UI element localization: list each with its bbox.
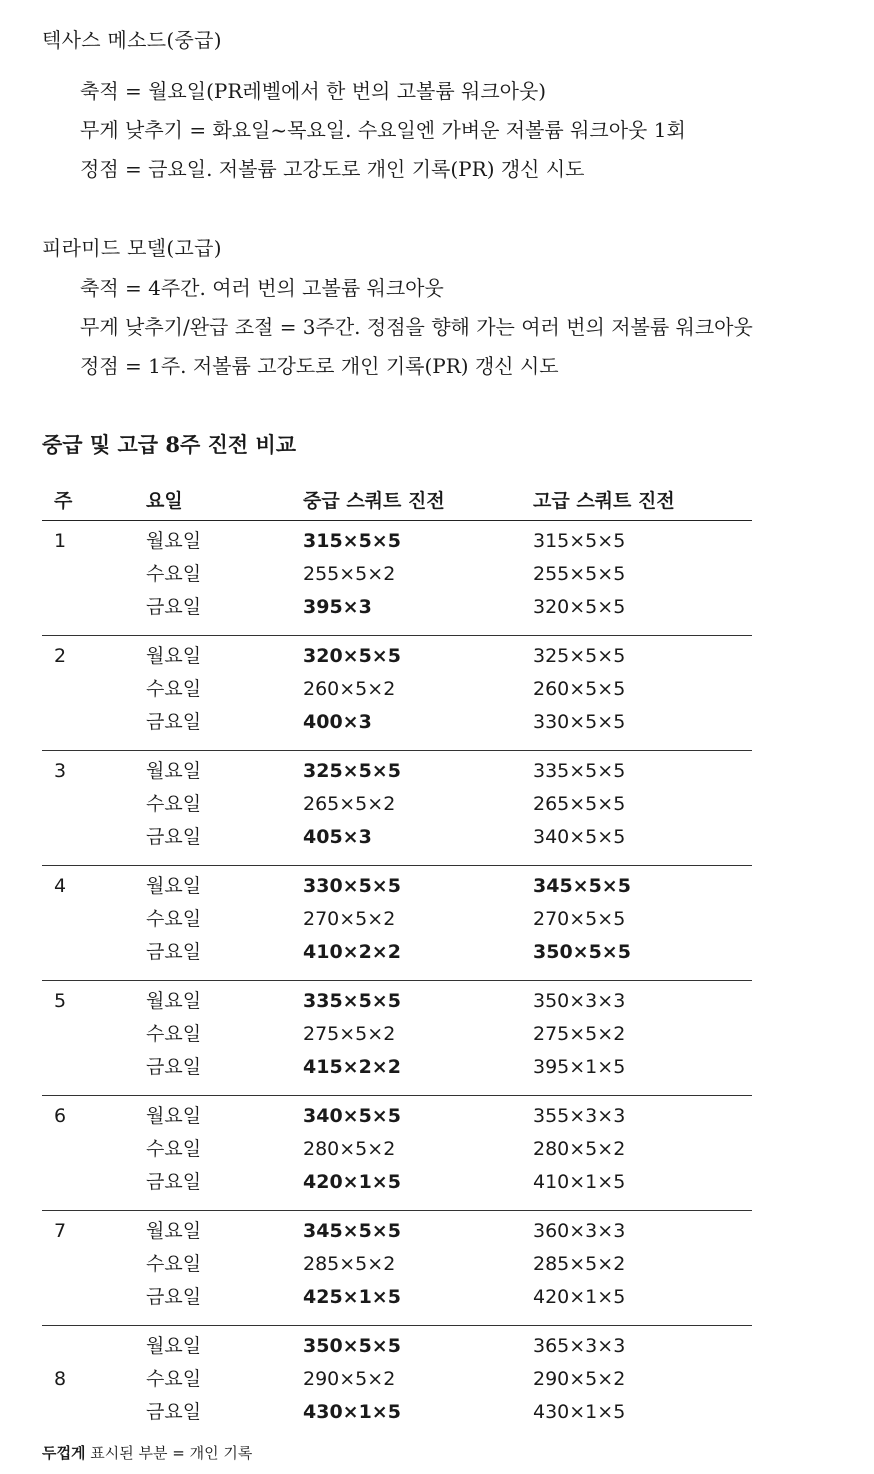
table-header bbox=[42, 484, 752, 521]
advanced-squat-cell: 285×5×2 bbox=[533, 1253, 626, 1275]
week-number: 5 bbox=[54, 990, 67, 1012]
advanced-squat-cell: 365×3×3 bbox=[533, 1335, 626, 1357]
intermediate-squat-cell: 340×5×5 bbox=[303, 1105, 401, 1127]
intermediate-squat-cell: 280×5×2 bbox=[303, 1138, 396, 1160]
advanced-squat-cell: 350×5×5 bbox=[533, 941, 631, 963]
table-title: 중급 및 고급 8주 진전 비교 bbox=[42, 432, 297, 457]
intermediate-squat-cell: 290×5×2 bbox=[303, 1368, 396, 1390]
day-cell: 금요일 bbox=[146, 941, 202, 963]
week-number: 1 bbox=[54, 530, 67, 552]
intermediate-squat-cell: 285×5×2 bbox=[303, 1253, 396, 1275]
advanced-squat-cell: 290×5×2 bbox=[533, 1368, 626, 1390]
intermediate-squat-cell: 430×1×5 bbox=[303, 1401, 401, 1423]
footnote-bold: 두껍게 bbox=[42, 1444, 86, 1462]
advanced-squat-cell: 420×1×5 bbox=[533, 1286, 626, 1308]
header-week: 주 bbox=[54, 490, 73, 512]
intermediate-squat-cell: 320×5×5 bbox=[303, 645, 401, 667]
advanced-squat-cell: 325×5×5 bbox=[533, 645, 626, 667]
day-cell: 금요일 bbox=[146, 826, 202, 848]
intermediate-squat-cell: 410×2×2 bbox=[303, 941, 401, 963]
footnote bbox=[42, 1442, 252, 1464]
intermediate-squat-cell: 350×5×5 bbox=[303, 1335, 401, 1357]
table-week-group bbox=[42, 980, 752, 1096]
intermediate-squat-cell: 335×5×5 bbox=[303, 990, 401, 1012]
table-week-group bbox=[42, 1325, 752, 1440]
advanced-squat-cell: 345×5×5 bbox=[533, 875, 631, 897]
day-cell: 월요일 bbox=[146, 990, 202, 1012]
table-week-group bbox=[42, 635, 752, 751]
table-week-group bbox=[42, 1095, 752, 1211]
intermediate-squat-cell: 255×5×2 bbox=[303, 563, 396, 585]
week-number: 7 bbox=[54, 1220, 67, 1242]
day-cell: 수요일 bbox=[146, 563, 202, 585]
texas-item-peak: 정점 = 금요일. 저볼륨 고강도로 개인 기록(PR) 갱신 시도 bbox=[80, 157, 585, 181]
advanced-squat-cell: 260×5×5 bbox=[533, 678, 626, 700]
pyramid-item-peak: 정점 = 1주. 저볼륨 고강도로 개인 기록(PR) 갱신 시도 bbox=[80, 354, 559, 378]
advanced-squat-cell: 410×1×5 bbox=[533, 1171, 626, 1193]
advanced-squat-cell: 275×5×2 bbox=[533, 1023, 626, 1045]
day-cell: 월요일 bbox=[146, 1220, 202, 1242]
advanced-squat-cell: 360×3×3 bbox=[533, 1220, 626, 1242]
intermediate-squat-cell: 260×5×2 bbox=[303, 678, 396, 700]
advanced-squat-cell: 335×5×5 bbox=[533, 760, 626, 782]
day-cell: 월요일 bbox=[146, 875, 202, 897]
day-cell: 월요일 bbox=[146, 1105, 202, 1127]
texas-item-taper: 무게 낮추기 = 화요일~목요일. 수요일엔 가벼운 저볼륨 워크아웃 1회 bbox=[80, 118, 686, 142]
header-day: 요일 bbox=[146, 490, 183, 512]
day-cell: 수요일 bbox=[146, 1138, 202, 1160]
advanced-squat-cell: 340×5×5 bbox=[533, 826, 626, 848]
intermediate-squat-cell: 275×5×2 bbox=[303, 1023, 396, 1045]
advanced-squat-cell: 330×5×5 bbox=[533, 711, 626, 733]
week-number: 6 bbox=[54, 1105, 67, 1127]
intermediate-squat-cell: 330×5×5 bbox=[303, 875, 401, 897]
table-week-group bbox=[42, 520, 752, 636]
pyramid-item-accumulation: 축적 = 4주간. 여러 번의 고볼륨 워크아웃 bbox=[80, 276, 444, 300]
intermediate-squat-cell: 420×1×5 bbox=[303, 1171, 401, 1193]
day-cell: 수요일 bbox=[146, 908, 202, 930]
advanced-squat-cell: 350×3×3 bbox=[533, 990, 626, 1012]
day-cell: 금요일 bbox=[146, 1171, 202, 1193]
intermediate-squat-cell: 315×5×5 bbox=[303, 530, 401, 552]
intermediate-squat-cell: 415×2×2 bbox=[303, 1056, 401, 1078]
intermediate-squat-cell: 325×5×5 bbox=[303, 760, 401, 782]
header-adv: 고급 스쿼트 진전 bbox=[533, 490, 675, 512]
day-cell: 수요일 bbox=[146, 793, 202, 815]
advanced-squat-cell: 430×1×5 bbox=[533, 1401, 626, 1423]
advanced-squat-cell: 265×5×5 bbox=[533, 793, 626, 815]
day-cell: 수요일 bbox=[146, 678, 202, 700]
texas-method-title: 텍사스 메소드(중급) bbox=[42, 28, 222, 52]
advanced-squat-cell: 280×5×2 bbox=[533, 1138, 626, 1160]
intermediate-squat-cell: 425×1×5 bbox=[303, 1286, 401, 1308]
week-number: 4 bbox=[54, 875, 67, 897]
advanced-squat-cell: 320×5×5 bbox=[533, 596, 626, 618]
table-week-group bbox=[42, 865, 752, 981]
week-number: 2 bbox=[54, 645, 67, 667]
intermediate-squat-cell: 345×5×5 bbox=[303, 1220, 401, 1242]
footnote-rest: 표시된 부분 = 개인 기록 bbox=[85, 1444, 253, 1462]
advanced-squat-cell: 355×3×3 bbox=[533, 1105, 626, 1127]
table-week-group bbox=[42, 1210, 752, 1326]
intermediate-squat-cell: 395×3 bbox=[303, 596, 372, 618]
advanced-squat-cell: 255×5×5 bbox=[533, 563, 626, 585]
day-cell: 금요일 bbox=[146, 596, 202, 618]
intermediate-squat-cell: 400×3 bbox=[303, 711, 372, 733]
day-cell: 월요일 bbox=[146, 760, 202, 782]
intermediate-squat-cell: 265×5×2 bbox=[303, 793, 396, 815]
day-cell: 금요일 bbox=[146, 1286, 202, 1308]
day-cell: 수요일 bbox=[146, 1368, 202, 1390]
advanced-squat-cell: 315×5×5 bbox=[533, 530, 626, 552]
texas-item-accumulation: 축적 = 월요일(PR레벨에서 한 번의 고볼륨 워크아웃) bbox=[80, 79, 547, 103]
day-cell: 금요일 bbox=[146, 1056, 202, 1078]
pyramid-model-title: 피라미드 모델(고급) bbox=[42, 236, 222, 260]
day-cell: 월요일 bbox=[146, 530, 202, 552]
intermediate-squat-cell: 405×3 bbox=[303, 826, 372, 848]
header-mid: 중급 스쿼트 진전 bbox=[303, 490, 445, 512]
day-cell: 수요일 bbox=[146, 1253, 202, 1275]
day-cell: 월요일 bbox=[146, 1335, 202, 1357]
week-number: 3 bbox=[54, 760, 67, 782]
pyramid-item-taper: 무게 낮추기/완급 조절 = 3주간. 정점을 향해 가는 여러 번의 저볼륨 워크아웃 bbox=[80, 315, 753, 339]
advanced-squat-cell: 270×5×5 bbox=[533, 908, 626, 930]
intermediate-squat-cell: 270×5×2 bbox=[303, 908, 396, 930]
day-cell: 월요일 bbox=[146, 645, 202, 667]
table-week-group bbox=[42, 750, 752, 866]
week-number: 8 bbox=[54, 1368, 67, 1390]
day-cell: 금요일 bbox=[146, 711, 202, 733]
day-cell: 금요일 bbox=[146, 1401, 202, 1423]
advanced-squat-cell: 395×1×5 bbox=[533, 1056, 626, 1078]
day-cell: 수요일 bbox=[146, 1023, 202, 1045]
